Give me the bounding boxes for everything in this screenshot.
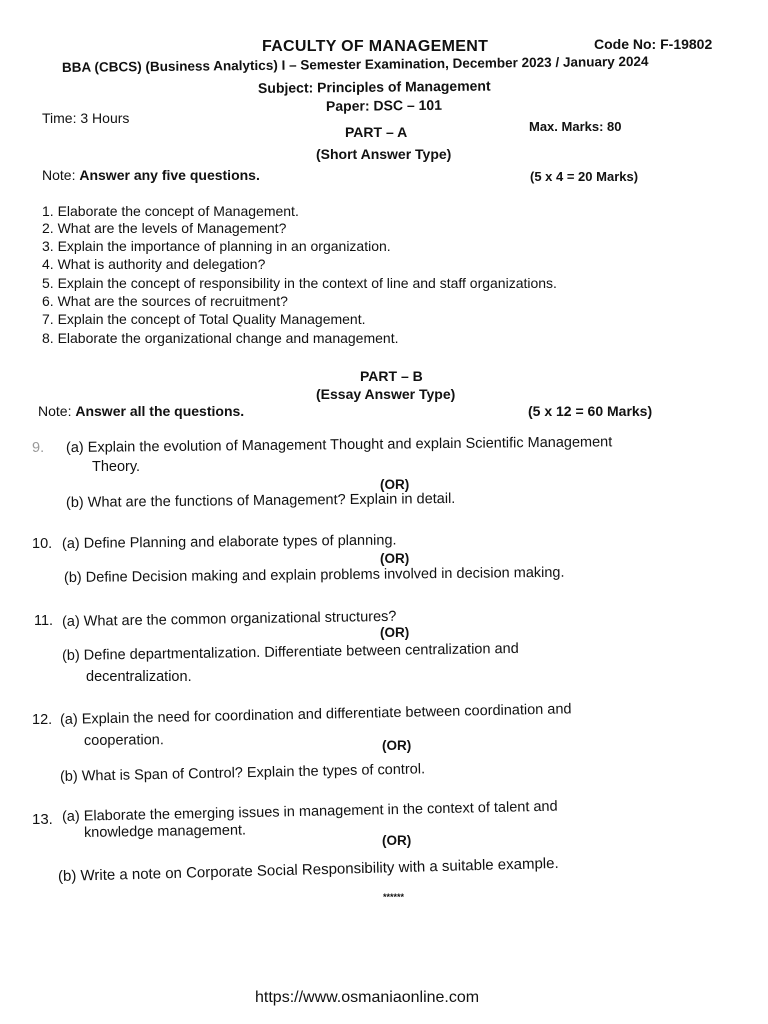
time-line: Time: 3 Hours	[42, 110, 130, 126]
question-13a: (a) Elaborate the emerging issues in management in the context of talent and	[61, 798, 558, 825]
part-a-note-text: Answer any five questions.	[79, 167, 260, 183]
question-13a-continued: knowledge management.	[83, 822, 247, 841]
or-separator: (OR)	[380, 551, 410, 566]
part-a-title: PART – A	[345, 124, 408, 140]
question-10a: (a) Define Planning and elaborate types of planning.	[61, 532, 397, 552]
paper-line: Paper: DSC – 101	[325, 96, 443, 114]
question-number: 13.	[32, 811, 53, 828]
list-item: 2. What are the levels of Management?	[42, 220, 287, 236]
question-13b: (b) Write a note on Corporate Social Responsibility with a suitable example.	[57, 854, 559, 885]
end-mark: ******	[383, 892, 405, 902]
part-b-title: PART – B	[360, 368, 423, 384]
list-item: 3. Explain the importance of planning in an organization.	[42, 238, 391, 254]
faculty-title: FACULTY OF MANAGEMENT	[262, 38, 489, 55]
question-9b: (b) What are the functions of Management? Explain in detail.	[65, 490, 456, 511]
question-11b-continued: decentralization.	[86, 669, 192, 685]
part-a-note-label: Note:	[42, 167, 76, 183]
question-12a-continued: cooperation.	[83, 732, 164, 749]
part-b-note	[38, 403, 244, 419]
list-item: 5. Explain the concept of responsibility in the context of line and staff organizations.	[42, 275, 557, 291]
question-9a-continued: Theory.	[92, 459, 141, 475]
question-9a: (a) Explain the evolution of Management Thought and explain Scientific Management	[65, 434, 613, 456]
question-11a: (a) What are the common organizational structures?	[61, 608, 397, 630]
question-number: 10.	[32, 536, 53, 552]
footer-url: https://www.osmaniaonline.com	[255, 989, 480, 1006]
list-item: 1. Elaborate the concept of Management.	[42, 203, 299, 219]
list-item: 8. Elaborate the organizational change and management.	[42, 330, 399, 346]
part-b-marks: (5 x 12 = 60 Marks)	[528, 403, 653, 419]
list-item: 4. What is authority and delegation?	[42, 256, 266, 272]
part-a-marks: (5 x 4 = 20 Marks)	[530, 169, 639, 184]
question-11b: (b) Define departmentalization. Differentiate between centralization and	[61, 640, 519, 664]
code-number: Code No: F-19802	[594, 36, 713, 52]
or-separator: (OR)	[380, 625, 410, 640]
list-item: 7. Explain the concept of Total Quality Management.	[42, 311, 366, 327]
question-12a: (a) Explain the need for coordination and differentiate between coordination and	[59, 701, 572, 728]
question-10b: (b) Define Decision making and explain problems involved in decision making.	[63, 564, 565, 586]
subject-line: Subject: Principles of Management	[257, 77, 491, 96]
question-12b: (b) What is Span of Control? Explain the types of control.	[59, 761, 426, 785]
or-separator: (OR)	[382, 738, 412, 753]
or-separator: (OR)	[380, 477, 410, 492]
part-a-note	[42, 167, 260, 183]
question-number: 11.	[34, 613, 54, 629]
question-number: 12.	[32, 712, 53, 728]
part-b-note-text: Answer all the questions.	[75, 403, 245, 419]
or-separator: (OR)	[382, 833, 412, 848]
question-number: 9.	[32, 440, 45, 456]
max-marks: Max. Marks: 80	[529, 119, 622, 134]
part-a-subtitle: (Short Answer Type)	[316, 146, 452, 162]
part-b-note-label: Note:	[38, 403, 72, 419]
part-b-subtitle: (Essay Answer Type)	[316, 386, 456, 402]
course-line: BBA (CBCS) (Business Analytics) I – Semester Examination, December 2023 / January 2024	[61, 53, 649, 75]
list-item: 6. What are the sources of recruitment?	[42, 293, 288, 309]
